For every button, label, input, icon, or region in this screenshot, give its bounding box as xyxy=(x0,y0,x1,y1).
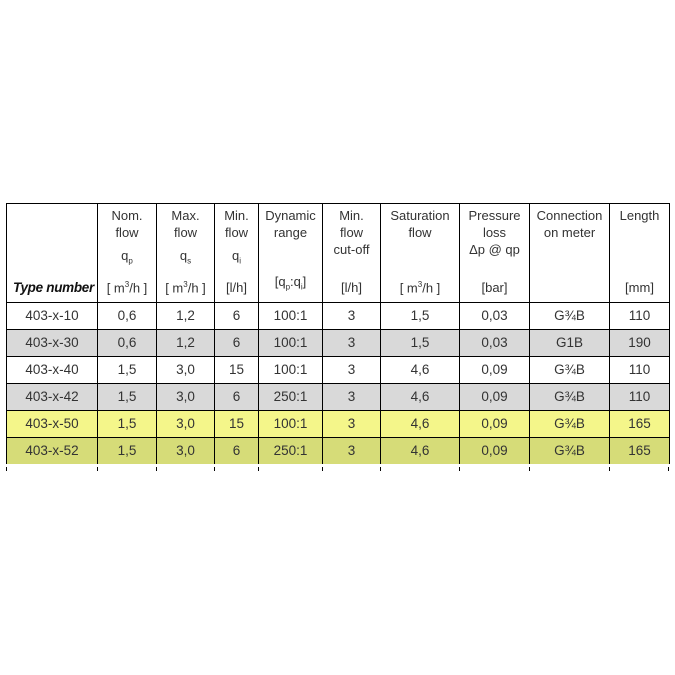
table-header-row xyxy=(7,204,670,303)
table-row xyxy=(7,384,670,411)
table-row xyxy=(7,303,670,330)
table-cell: 0,09 xyxy=(460,411,530,438)
table-cell: 3 xyxy=(323,438,381,465)
table-row xyxy=(7,357,670,384)
column-divider-stub xyxy=(97,467,98,471)
table-cell: 1,5 xyxy=(381,303,460,330)
table-cell: 0,09 xyxy=(460,357,530,384)
table-cell: 0,09 xyxy=(460,384,530,411)
table-cell: 4,6 xyxy=(381,384,460,411)
table-cell: 100:1 xyxy=(259,330,323,357)
table-cell: G¾B xyxy=(530,357,610,384)
min-flow-header: Min. flow $q_i$ [l/h] xyxy=(215,204,259,303)
table-cell: 15 xyxy=(215,357,259,384)
table-cell: 100:1 xyxy=(259,357,323,384)
table-cell: 250:1 xyxy=(259,384,323,411)
type-number-label: Type number xyxy=(13,280,94,295)
table-cell: 110 xyxy=(610,384,670,411)
column-divider-stub xyxy=(380,467,381,471)
table-cell: 1,5 xyxy=(98,438,157,465)
table-cell: 0,6 xyxy=(98,303,157,330)
table-cell: 3,0 xyxy=(157,411,215,438)
table-cell: 1,2 xyxy=(157,330,215,357)
table-cell: 6 xyxy=(215,384,259,411)
column-divider-stub xyxy=(6,467,7,471)
nominal-flow-header: Nom. flow $q_p$ [ $m^3/h$ ] xyxy=(98,204,157,303)
table-cell: 3 xyxy=(323,330,381,357)
table-cell: 1,5 xyxy=(381,330,460,357)
table-cell: G¾B xyxy=(530,303,610,330)
type-number-cell: 403-x-52 xyxy=(7,438,98,465)
column-divider-stub xyxy=(322,467,323,471)
table-cell: 0,03 xyxy=(460,330,530,357)
table-cell: 3,0 xyxy=(157,438,215,465)
table-cell: 3 xyxy=(323,384,381,411)
table-cell: 6 xyxy=(215,303,259,330)
table-cell: 3 xyxy=(323,411,381,438)
table-cell: 190 xyxy=(610,330,670,357)
length-header: Length [mm] xyxy=(610,204,670,303)
table-cell: 3 xyxy=(323,303,381,330)
column-divider-stub xyxy=(529,467,530,471)
table-cell: 1,2 xyxy=(157,303,215,330)
table-cell: 0,03 xyxy=(460,303,530,330)
table-cell: 165 xyxy=(610,411,670,438)
table-tail-lines xyxy=(6,467,669,471)
column-divider-stub xyxy=(214,467,215,471)
type-number-cell: 403-x-50 xyxy=(7,411,98,438)
pressure-loss-header: Pressure loss Δp @ qp [bar] xyxy=(460,204,530,303)
table-cell: G¾B xyxy=(530,411,610,438)
table-cell: 110 xyxy=(610,303,670,330)
table-cell: 250:1 xyxy=(259,438,323,465)
table-cell: 15 xyxy=(215,411,259,438)
type-number-cell: 403-x-30 xyxy=(7,330,98,357)
max-flow-header: Max. flow $q_s$ [ $m^3/h$ ] xyxy=(157,204,215,303)
table-row xyxy=(7,411,670,438)
table-cell: 3,0 xyxy=(157,384,215,411)
column-divider-stub xyxy=(459,467,460,471)
table-cell: 4,6 xyxy=(381,411,460,438)
table-cell: 0,6 xyxy=(98,330,157,357)
table-cell: 4,6 xyxy=(381,357,460,384)
column-divider-stub xyxy=(609,467,610,471)
table-cell: 3 xyxy=(323,357,381,384)
dynamic-range-header: Dynamic range $[q_p:q_i]$ xyxy=(259,204,323,303)
table-cell: 6 xyxy=(215,330,259,357)
table-cell: 3,0 xyxy=(157,357,215,384)
min-flow-cutoff-header: Min. flow cut-off [l/h] xyxy=(323,204,381,303)
table-cell: 1,5 xyxy=(98,411,157,438)
type-number-header xyxy=(7,204,98,303)
table-body xyxy=(7,303,670,465)
table-row xyxy=(7,330,670,357)
table-cell: G¾B xyxy=(530,384,610,411)
table-cell: 165 xyxy=(610,438,670,465)
table-cell: 4,6 xyxy=(381,438,460,465)
table-cell: 1,5 xyxy=(98,357,157,384)
type-number-cell: 403-x-40 xyxy=(7,357,98,384)
table-cell: G1B xyxy=(530,330,610,357)
table-cell: G¾B xyxy=(530,438,610,465)
flow-meter-spec-table xyxy=(6,203,670,464)
column-divider-stub xyxy=(156,467,157,471)
type-number-cell: 403-x-10 xyxy=(7,303,98,330)
type-number-cell: 403-x-42 xyxy=(7,384,98,411)
table-cell: 110 xyxy=(610,357,670,384)
column-divider-stub xyxy=(668,467,669,471)
table-cell: 100:1 xyxy=(259,411,323,438)
table-row xyxy=(7,438,670,465)
table-cell: 100:1 xyxy=(259,303,323,330)
table-cell: 6 xyxy=(215,438,259,465)
table-cell: 1,5 xyxy=(98,384,157,411)
saturation-flow-header: Saturation flow [ $m^3/h$ ] xyxy=(381,204,460,303)
connection-header: Connection on meter xyxy=(530,204,610,303)
column-divider-stub xyxy=(258,467,259,471)
table-cell: 0,09 xyxy=(460,438,530,465)
